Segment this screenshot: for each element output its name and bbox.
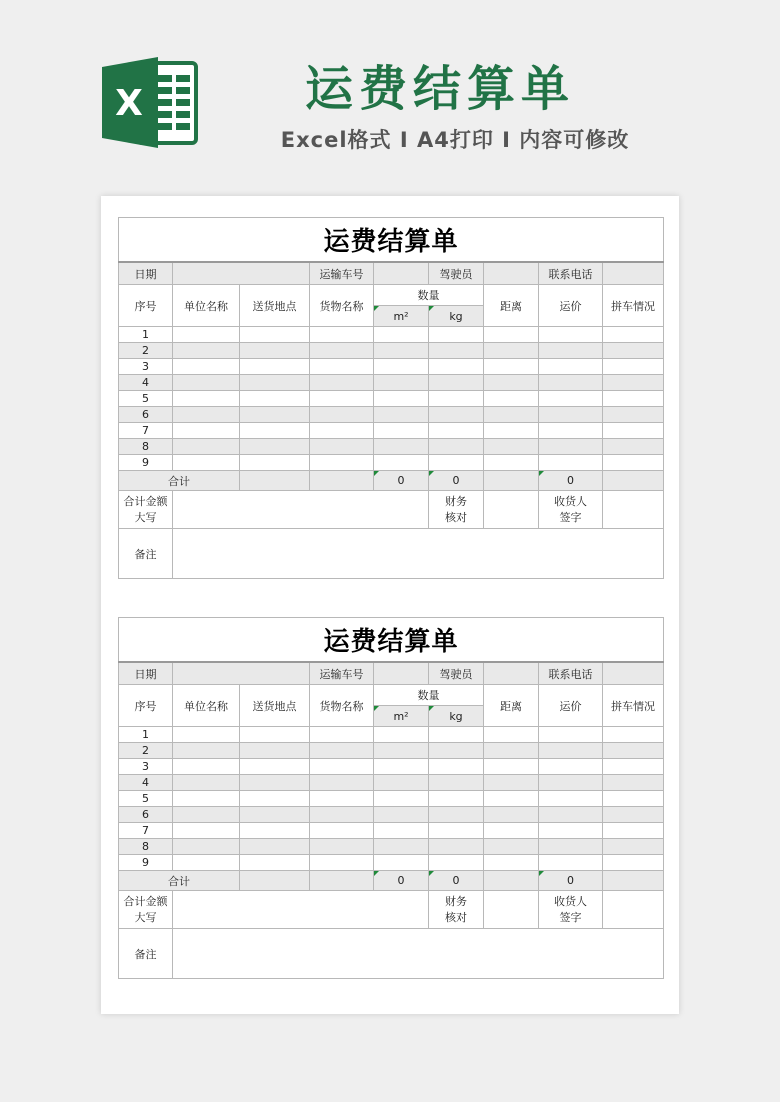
- table-row: [119, 407, 664, 423]
- goods-header: 货物名称: [310, 685, 374, 727]
- phone-value-cell[interactable]: [603, 262, 664, 285]
- remark-row: [119, 529, 664, 579]
- cell: [310, 471, 374, 491]
- cell[interactable]: [374, 791, 429, 807]
- cell[interactable]: [374, 839, 429, 855]
- total-row: [119, 471, 664, 491]
- cell[interactable]: [374, 375, 429, 391]
- cell[interactable]: [173, 455, 240, 471]
- driver-label: 驾驶员: [429, 662, 484, 685]
- address-header: 送货地点: [240, 685, 310, 727]
- cell[interactable]: [484, 791, 539, 807]
- table-row: [119, 439, 664, 455]
- cell[interactable]: [429, 775, 484, 791]
- cell[interactable]: [173, 327, 240, 343]
- amount-row: [119, 891, 664, 929]
- unit-name-header: 单位名称: [173, 685, 240, 727]
- cell[interactable]: [374, 727, 429, 743]
- amount-label: 合计金额 大写: [119, 491, 173, 529]
- table-row: [119, 727, 664, 743]
- cell[interactable]: [484, 823, 539, 839]
- carpool-header: 拼车情况: [603, 685, 664, 727]
- cell[interactable]: [484, 327, 539, 343]
- cell[interactable]: [173, 855, 240, 871]
- cell[interactable]: [240, 839, 310, 855]
- cell[interactable]: [240, 791, 310, 807]
- total-freight: 0: [539, 871, 603, 891]
- cell[interactable]: [484, 743, 539, 759]
- quantity-header: 数量: [374, 685, 484, 706]
- cell[interactable]: [429, 759, 484, 775]
- cell[interactable]: [240, 439, 310, 455]
- cell[interactable]: [240, 855, 310, 871]
- cell[interactable]: [310, 791, 374, 807]
- cell[interactable]: [429, 855, 484, 871]
- cell[interactable]: [310, 375, 374, 391]
- driver-label: 驾驶员: [429, 262, 484, 285]
- cell[interactable]: [173, 391, 240, 407]
- cell[interactable]: [173, 775, 240, 791]
- info-row: [119, 662, 664, 685]
- cell: [603, 871, 664, 891]
- table-row: [119, 823, 664, 839]
- total-m2: 0: [374, 471, 429, 491]
- cell[interactable]: [484, 343, 539, 359]
- phone-label: 联系电话: [539, 662, 603, 685]
- row-number: 2: [119, 743, 173, 759]
- cell[interactable]: [429, 343, 484, 359]
- cell[interactable]: [310, 775, 374, 791]
- cell[interactable]: [603, 743, 664, 759]
- cell[interactable]: [173, 439, 240, 455]
- cell[interactable]: [374, 343, 429, 359]
- cell[interactable]: [374, 455, 429, 471]
- row-number: 3: [119, 359, 173, 375]
- total-kg: 0: [429, 871, 484, 891]
- cell[interactable]: [310, 343, 374, 359]
- amount-row: [119, 491, 664, 529]
- cell[interactable]: [603, 727, 664, 743]
- cell[interactable]: [173, 727, 240, 743]
- cell[interactable]: [429, 327, 484, 343]
- table-row: [119, 423, 664, 439]
- driver-value-cell[interactable]: [484, 662, 539, 685]
- cell: [603, 471, 664, 491]
- cell[interactable]: [173, 375, 240, 391]
- cell[interactable]: [539, 791, 603, 807]
- cell: [240, 871, 310, 891]
- cell: [484, 871, 539, 891]
- cell[interactable]: [603, 775, 664, 791]
- cell[interactable]: [539, 727, 603, 743]
- cell[interactable]: [310, 407, 374, 423]
- cell[interactable]: [539, 423, 603, 439]
- column-header-row: [119, 685, 664, 706]
- cell[interactable]: [173, 343, 240, 359]
- cell[interactable]: [240, 807, 310, 823]
- receiver-sign-label: 收货人 签字: [539, 491, 603, 529]
- amount-value-cell[interactable]: [173, 491, 429, 529]
- cell[interactable]: [603, 791, 664, 807]
- cell[interactable]: [173, 807, 240, 823]
- cell[interactable]: [484, 855, 539, 871]
- finance-check-cell[interactable]: [484, 491, 539, 529]
- cell[interactable]: [539, 855, 603, 871]
- cell[interactable]: [429, 407, 484, 423]
- remark-cell[interactable]: [173, 529, 664, 579]
- vehicle-value-cell[interactable]: [374, 662, 429, 685]
- remark-cell[interactable]: [173, 929, 664, 979]
- cell[interactable]: [374, 407, 429, 423]
- cell[interactable]: [429, 743, 484, 759]
- cell[interactable]: [240, 375, 310, 391]
- cell[interactable]: [240, 759, 310, 775]
- column-header-row: [119, 285, 664, 306]
- address-header: 送货地点: [240, 285, 310, 327]
- cell[interactable]: [484, 439, 539, 455]
- cell[interactable]: [484, 407, 539, 423]
- cell[interactable]: [603, 343, 664, 359]
- cell[interactable]: [484, 727, 539, 743]
- cell[interactable]: [240, 823, 310, 839]
- cell[interactable]: [240, 423, 310, 439]
- remark-label: 备注: [119, 929, 173, 979]
- cell[interactable]: [310, 839, 374, 855]
- finance-check-label: 财务 核对: [429, 491, 484, 529]
- cell[interactable]: [173, 423, 240, 439]
- cell[interactable]: [240, 743, 310, 759]
- cell[interactable]: [240, 359, 310, 375]
- total-kg: 0: [429, 471, 484, 491]
- cell[interactable]: [310, 823, 374, 839]
- remark-row: [119, 929, 664, 979]
- row-number: 1: [119, 727, 173, 743]
- vehicle-value-cell[interactable]: [374, 262, 429, 285]
- cell[interactable]: [603, 439, 664, 455]
- cell: [484, 471, 539, 491]
- cell[interactable]: [374, 855, 429, 871]
- cell[interactable]: [173, 407, 240, 423]
- cell[interactable]: [310, 391, 374, 407]
- cell[interactable]: [374, 391, 429, 407]
- cell[interactable]: [539, 775, 603, 791]
- cell[interactable]: [603, 407, 664, 423]
- cell[interactable]: [603, 359, 664, 375]
- cell[interactable]: [240, 775, 310, 791]
- freight-header: 运价: [539, 685, 603, 727]
- row-number: 7: [119, 423, 173, 439]
- cell[interactable]: [429, 391, 484, 407]
- table-row: [119, 839, 664, 855]
- excel-logo-icon: [100, 55, 200, 150]
- total-label: 合计: [119, 871, 240, 891]
- row-number: 1: [119, 327, 173, 343]
- cell[interactable]: [603, 855, 664, 871]
- table-row: [119, 327, 664, 343]
- cell[interactable]: [603, 423, 664, 439]
- cell[interactable]: [310, 455, 374, 471]
- cell[interactable]: [429, 791, 484, 807]
- row-number: 6: [119, 407, 173, 423]
- cell[interactable]: [429, 727, 484, 743]
- row-number: 8: [119, 839, 173, 855]
- table-row: [119, 855, 664, 871]
- cell[interactable]: [374, 359, 429, 375]
- freight-table: [118, 217, 664, 579]
- seq-header: 序号: [119, 285, 173, 327]
- table-row: [119, 455, 664, 471]
- cell[interactable]: [539, 439, 603, 455]
- amount-value-cell[interactable]: [173, 891, 429, 929]
- row-number: 9: [119, 455, 173, 471]
- cell[interactable]: [539, 839, 603, 855]
- cell[interactable]: [539, 455, 603, 471]
- row-number: 3: [119, 759, 173, 775]
- cell[interactable]: [310, 855, 374, 871]
- amount-label: 合计金额 大写: [119, 891, 173, 929]
- cell[interactable]: [429, 423, 484, 439]
- distance-header: 距离: [484, 685, 539, 727]
- phone-value-cell[interactable]: [603, 662, 664, 685]
- row-number: 4: [119, 375, 173, 391]
- m2-unit-header: m²: [374, 306, 429, 327]
- logo-letter: X: [115, 83, 143, 124]
- table-row: [119, 807, 664, 823]
- cell[interactable]: [374, 759, 429, 775]
- driver-value-cell[interactable]: [484, 262, 539, 285]
- cell[interactable]: [310, 759, 374, 775]
- cell[interactable]: [484, 359, 539, 375]
- cell[interactable]: [310, 439, 374, 455]
- cell[interactable]: [429, 823, 484, 839]
- cell[interactable]: [310, 423, 374, 439]
- table-row: [119, 391, 664, 407]
- row-number: 7: [119, 823, 173, 839]
- cell[interactable]: [603, 759, 664, 775]
- cell[interactable]: [429, 455, 484, 471]
- table-row: [119, 743, 664, 759]
- cell[interactable]: [173, 823, 240, 839]
- distance-header: 距离: [484, 285, 539, 327]
- cell[interactable]: [539, 343, 603, 359]
- cell[interactable]: [539, 375, 603, 391]
- cell[interactable]: [240, 727, 310, 743]
- cell[interactable]: [310, 359, 374, 375]
- date-label: 日期: [119, 262, 173, 285]
- unit-name-header: 单位名称: [173, 285, 240, 327]
- form-title: 运费结算单: [119, 218, 664, 263]
- page-title: 运费结算单: [304, 61, 575, 117]
- carpool-header: 拼车情况: [603, 285, 664, 327]
- row-number: 5: [119, 791, 173, 807]
- cell[interactable]: [374, 439, 429, 455]
- receiver-sign-label: 收货人 签字: [539, 891, 603, 929]
- cell[interactable]: [603, 375, 664, 391]
- cell[interactable]: [173, 839, 240, 855]
- cell[interactable]: [603, 807, 664, 823]
- cell[interactable]: [484, 375, 539, 391]
- m2-unit-header: m²: [374, 706, 429, 727]
- table-row: [119, 375, 664, 391]
- cell[interactable]: [539, 759, 603, 775]
- cell[interactable]: [539, 823, 603, 839]
- cell[interactable]: [539, 407, 603, 423]
- quantity-header: 数量: [374, 285, 484, 306]
- vehicle-label: 运输车号: [310, 262, 374, 285]
- cell[interactable]: [429, 839, 484, 855]
- cell[interactable]: [374, 823, 429, 839]
- freight-form-1: [118, 217, 663, 579]
- phone-label: 联系电话: [539, 262, 603, 285]
- cell[interactable]: [429, 375, 484, 391]
- finance-check-cell[interactable]: [484, 891, 539, 929]
- cell[interactable]: [374, 327, 429, 343]
- cell[interactable]: [539, 807, 603, 823]
- total-freight: 0: [539, 471, 603, 491]
- cell[interactable]: [603, 327, 664, 343]
- cell[interactable]: [603, 455, 664, 471]
- total-label: 合计: [119, 471, 240, 491]
- cell: [240, 471, 310, 491]
- cell[interactable]: [484, 455, 539, 471]
- table-row: [119, 759, 664, 775]
- cell[interactable]: [484, 391, 539, 407]
- table-row: [119, 343, 664, 359]
- date-label: 日期: [119, 662, 173, 685]
- cell[interactable]: [539, 391, 603, 407]
- cell[interactable]: [539, 743, 603, 759]
- cell[interactable]: [429, 359, 484, 375]
- page-subtitle: Excel格式 I A4打印 I 内容可修改: [280, 128, 630, 152]
- seq-header: 序号: [119, 685, 173, 727]
- row-number: 4: [119, 775, 173, 791]
- document-sheet: [101, 196, 679, 1014]
- cell[interactable]: [374, 807, 429, 823]
- cell[interactable]: [603, 823, 664, 839]
- total-m2: 0: [374, 871, 429, 891]
- cell[interactable]: [539, 359, 603, 375]
- info-row: [119, 262, 664, 285]
- table-row: [119, 791, 664, 807]
- cell[interactable]: [240, 407, 310, 423]
- cell[interactable]: [310, 807, 374, 823]
- cell[interactable]: [374, 423, 429, 439]
- kg-unit-header: kg: [429, 706, 484, 727]
- row-number: 2: [119, 343, 173, 359]
- form-title: 运费结算单: [119, 618, 664, 663]
- cell[interactable]: [240, 391, 310, 407]
- table-row: [119, 775, 664, 791]
- cell[interactable]: [484, 759, 539, 775]
- row-number: 9: [119, 855, 173, 871]
- vehicle-label: 运输车号: [310, 662, 374, 685]
- cell[interactable]: [310, 327, 374, 343]
- kg-unit-header: kg: [429, 306, 484, 327]
- receiver-sign-cell[interactable]: [603, 491, 664, 529]
- cell[interactable]: [603, 391, 664, 407]
- row-number: 6: [119, 807, 173, 823]
- freight-form-2: [118, 617, 663, 979]
- cell[interactable]: [310, 727, 374, 743]
- freight-header: 运价: [539, 285, 603, 327]
- cell[interactable]: [539, 327, 603, 343]
- cell[interactable]: [240, 455, 310, 471]
- cell[interactable]: [484, 775, 539, 791]
- cell[interactable]: [240, 327, 310, 343]
- cell: [310, 871, 374, 891]
- cell[interactable]: [603, 839, 664, 855]
- table-row: [119, 359, 664, 375]
- cell[interactable]: [240, 343, 310, 359]
- row-number: 5: [119, 391, 173, 407]
- cell[interactable]: [484, 807, 539, 823]
- cell[interactable]: [484, 423, 539, 439]
- row-number: 8: [119, 439, 173, 455]
- cell[interactable]: [374, 775, 429, 791]
- cell[interactable]: [429, 807, 484, 823]
- date-value-cell[interactable]: [173, 262, 310, 285]
- date-value-cell[interactable]: [173, 662, 310, 685]
- cell[interactable]: [484, 839, 539, 855]
- cell[interactable]: [173, 791, 240, 807]
- freight-table: [118, 617, 664, 979]
- cell[interactable]: [173, 759, 240, 775]
- total-row: [119, 871, 664, 891]
- cell[interactable]: [374, 743, 429, 759]
- remark-label: 备注: [119, 529, 173, 579]
- finance-check-label: 财务 核对: [429, 891, 484, 929]
- goods-header: 货物名称: [310, 285, 374, 327]
- receiver-sign-cell[interactable]: [603, 891, 664, 929]
- cell[interactable]: [173, 743, 240, 759]
- cell[interactable]: [429, 439, 484, 455]
- cell[interactable]: [173, 359, 240, 375]
- cell[interactable]: [310, 743, 374, 759]
